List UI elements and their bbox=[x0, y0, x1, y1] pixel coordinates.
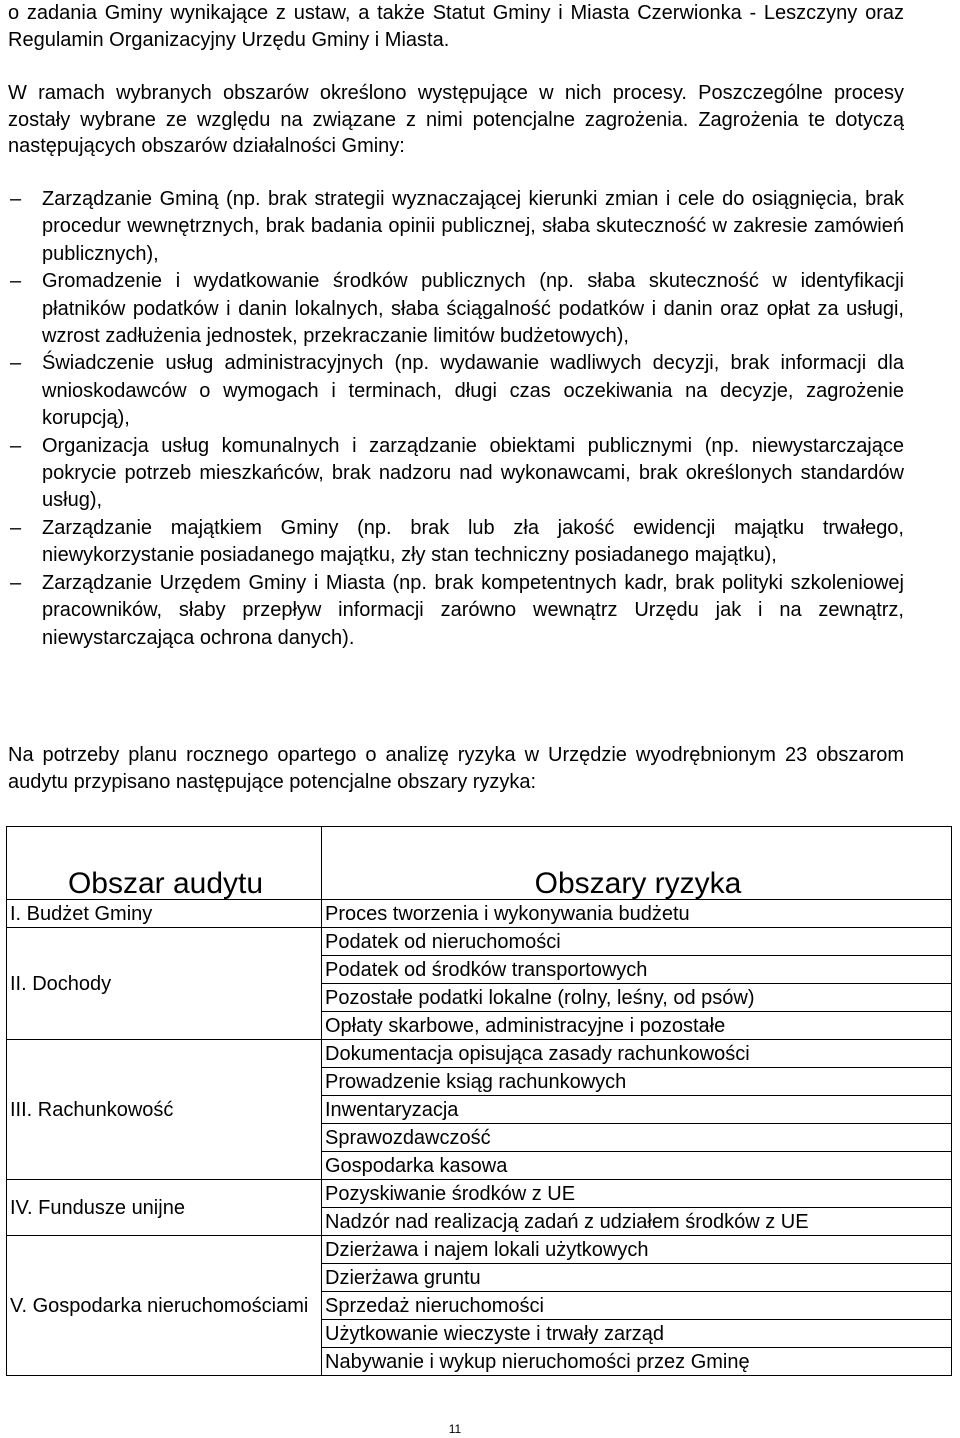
audit-area-cell: IV. Fundusze unijne bbox=[7, 1180, 322, 1236]
header-audit-area: Obszar audytu bbox=[7, 827, 322, 900]
table-row bbox=[7, 928, 952, 956]
table-row bbox=[7, 1180, 952, 1208]
risk-cell: Dzierżawa i najem lokali użytkowych bbox=[322, 1236, 952, 1264]
risk-cell: Gospodarka kasowa bbox=[322, 1152, 952, 1180]
list-item-text: Zarządzanie Urzędem Gminy i Miasta (np. brak kompetentnych kadr, brak polityki szkoleniowej pracowników, słaby przepływ informacji zarówno wewnątrz Urzędu jak i na zewnątrz, niewystarczająca ochrona danych). bbox=[42, 571, 904, 649]
header-risk-areas: Obszary ryzyka bbox=[322, 827, 952, 900]
risk-cell: Pozyskiwanie środków z UE bbox=[322, 1180, 952, 1208]
table-header-row bbox=[7, 827, 952, 900]
risk-cell: Proces tworzenia i wykonywania budżetu bbox=[322, 900, 952, 928]
table-row bbox=[7, 1236, 952, 1264]
page-number: 11 bbox=[448, 1422, 462, 1436]
list-item bbox=[0, 515, 904, 570]
list-item-text: Zarządzanie majątkiem Gminy (np. brak lub zła jakość ewidencji majątku trwałego, niewykorzystanie posiadanego majątku, zły stan techniczny posiadanego majątku), bbox=[42, 516, 904, 567]
dash-bullet: – bbox=[10, 434, 22, 457]
risk-cell: Pozostałe podatki lokalne (rolny, leśny, od psów) bbox=[322, 984, 952, 1012]
audit-area-cell: II. Dochody bbox=[7, 928, 322, 1040]
risk-cell: Sprzedaż nieruchomości bbox=[322, 1292, 952, 1320]
list-item-text: Organizacja usług komunalnych i zarządzanie obiektami publicznymi (np. niewystarczające pokrycie potrzeb mieszkańców, brak nadzoru nad wykonawcami, brak określonych standardów usług), bbox=[42, 434, 904, 512]
risk-cell: Dzierżawa gruntu bbox=[322, 1264, 952, 1292]
audit-risk-table bbox=[6, 826, 952, 1376]
audit-area-cell: III. Rachunkowość bbox=[7, 1040, 322, 1180]
table-row bbox=[7, 1040, 952, 1068]
list-item bbox=[0, 268, 904, 350]
list-item-text: Świadczenie usług administracyjnych (np. wydawanie wadliwych decyzji, brak informacji dla wnioskodawców o wymogach i terminach, długi czas oczekiwania na decyzje, zagrożenie korupcją), bbox=[42, 352, 904, 430]
risk-cell: Podatek od nieruchomości bbox=[322, 928, 952, 956]
list-item bbox=[0, 186, 904, 268]
risk-cell: Inwentaryzacja bbox=[322, 1096, 952, 1124]
risk-cell: Podatek od środków transportowych bbox=[322, 956, 952, 984]
intro-paragraph: o zadania Gminy wynikające z ustaw, a także Statut Gminy i Miasta Czerwionka - Leszczyny oraz Regulamin Organizacyjny Urzędu Gminy i Miasta. bbox=[8, 2, 904, 51]
risk-cell: Prowadzenie ksiąg rachunkowych bbox=[322, 1068, 952, 1096]
risk-areas-list bbox=[0, 186, 904, 652]
risk-cell: Nadzór nad realizacją zadań z udziałem środków z UE bbox=[322, 1208, 952, 1236]
audit-area-cell: I. Budżet Gminy bbox=[7, 900, 322, 928]
risk-cell: Użytkowanie wieczyste i trwały zarząd bbox=[322, 1320, 952, 1348]
table-row bbox=[7, 900, 952, 928]
risk-cell: Dokumentacja opisująca zasady rachunkowości bbox=[322, 1040, 952, 1068]
dash-bullet: – bbox=[10, 571, 22, 594]
processes-paragraph: W ramach wybranych obszarów określono występujące w nich procesy. Poszczególne procesy zostały wybrane ze względu na związane z nimi potencjalne zagrożenia. Zagrożenia te dotyczą następujących obszarów działalności Gminy: bbox=[8, 82, 904, 157]
list-item-text: Zarządzanie Gminą (np. brak strategii wyznaczającej kierunki zmian i cele do osiągnięcia, brak procedur wewnętrznych, brak badania opinii publicznej, słaba skuteczność w zakresie zamówień publicznych), bbox=[42, 188, 904, 265]
list-item bbox=[0, 350, 904, 432]
risk-cell: Nabywanie i wykup nieruchomości przez Gminę bbox=[322, 1348, 952, 1376]
plan-paragraph: Na potrzeby planu rocznego opartego o analizę ryzyka w Urzędzie wyodrębnionym 23 obszarom audytu przypisano następujące potencjalne obszary ryzyka: bbox=[8, 744, 904, 793]
list-item-text: Gromadzenie i wydatkowanie środków publicznych (np. słaba skuteczność w identyfikacji płatników podatków i danin lokalnych, słaba ściągalność podatków i danin oraz opłat za usługi, wzrost zadłużenia jednostek, przekraczanie limitów budżetowych), bbox=[42, 270, 904, 348]
dash-bullet: – bbox=[10, 352, 22, 375]
dash-bullet: – bbox=[10, 188, 22, 210]
risk-cell: Sprawozdawczość bbox=[322, 1124, 952, 1152]
audit-area-cell: V. Gospodarka nieruchomościami bbox=[7, 1236, 322, 1376]
risk-cell: Opłaty skarbowe, administracyjne i pozostałe bbox=[322, 1012, 952, 1040]
audit-table-wrapper bbox=[6, 826, 952, 1376]
dash-bullet: – bbox=[10, 270, 22, 293]
list-item bbox=[0, 570, 904, 652]
dash-bullet: – bbox=[10, 516, 22, 539]
list-item bbox=[0, 433, 904, 515]
